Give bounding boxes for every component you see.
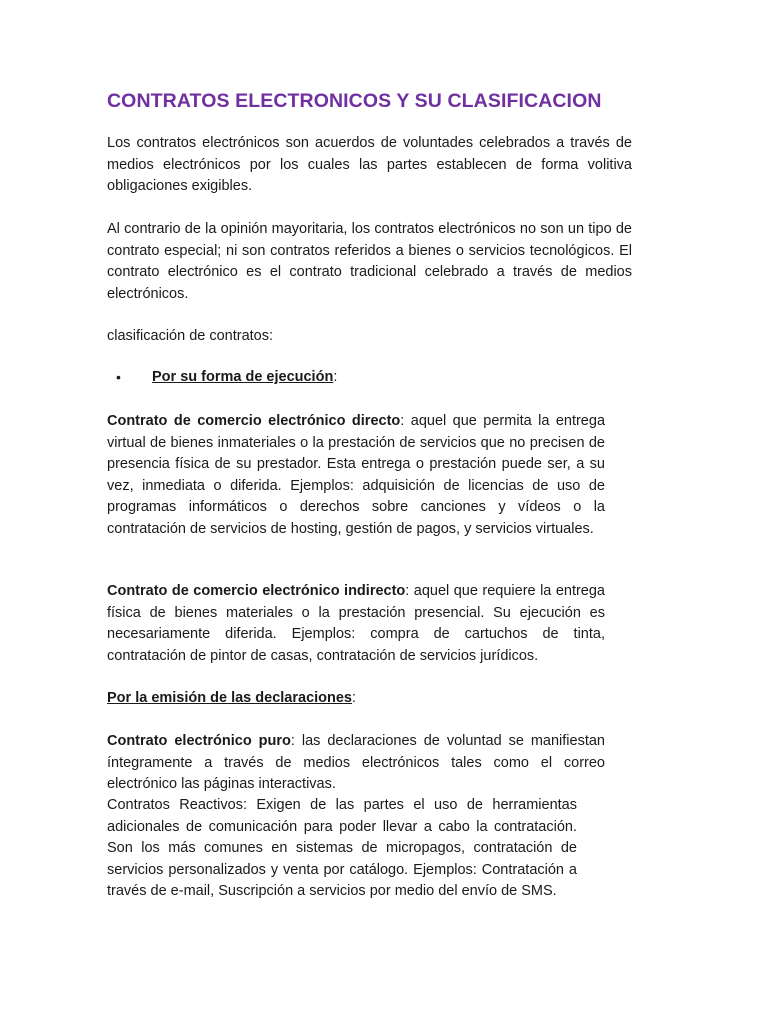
direct-contract-paragraph <box>107 411 605 540</box>
direct-contract-term: Contrato de comercio electrónico directo <box>107 413 401 429</box>
reactive-contract-paragraph: Contratos Reactivos: Exigen de las partes el uso de herramientas adicionales de comunicación para poder llevar a cabo la contratación. Son los más comunes en sistemas de micropagos, contratación de servicios personalizados y venta por catálogo. Ejemplos: Contratación a través de e-mail, Suscripción a servicios por medio del envío de SMS. <box>107 797 577 899</box>
indirect-contract-text: : aquel que requiere la entrega física de bienes materiales o la prestación presencial. Su ejecución es necesariamente diferida. Ejemplos: compra de cartuchos de tinta, contratación de pintor de casas, contratación de servicios jurídicos. <box>107 583 606 664</box>
pure-contract-text: : las declaraciones de voluntad se manifiestan íntegramente a través de medios electrónicos tales como el correo electrónico las páginas interactivas. <box>107 733 605 792</box>
direct-contract-text: : aquel que permita la entrega virtual de bienes inmateriales o la prestación de servicios que no precisen de presencia física de su prestador. Esta entrega o prestación puede ser, a su vez, inmediata o diferida. Ejemplos: adquisición de licencias de uso de programas informáticos o derechos sobre canciones y vídeos o la contratación de servicios de hosting, gestión de pagos, y servicios virtuales. <box>107 413 606 537</box>
classification-label: clasificación de contratos: <box>107 328 274 344</box>
section-heading-execution-label: Por su forma de ejecución <box>152 369 334 385</box>
section-heading-execution <box>152 367 337 389</box>
definition-paragraph: Al contrario de la opinión mayoritaria, los contratos electrónicos no son un tipo de contrato especial; ni son contratos referidos a bienes o servicios tecnológicos. El contrato electrónico es el contrato tradicional celebrado a través de medios electrónicos. <box>107 221 632 302</box>
page-title: CONTRATOS ELECTRONICOS Y SU CLASIFICACION <box>107 90 602 112</box>
indirect-contract-term: Contrato de comercio electrónico indirecto <box>107 583 406 599</box>
heading-colon: : <box>333 369 338 385</box>
pure-contract-paragraph <box>107 731 605 796</box>
bullet-icon: • <box>116 369 121 385</box>
intro-paragraph: Los contratos electrónicos son acuerdos de voluntades celebrados a través de medios electrónicos por los cuales las partes establecen de forma volitiva obligaciones exigibles. <box>107 135 632 194</box>
section-heading-declarations <box>107 688 356 710</box>
indirect-contract-paragraph <box>107 581 605 667</box>
pure-contract-term: Contrato electrónico puro <box>107 733 291 749</box>
section-heading-declarations-label: Por la emisión de las declaraciones <box>107 690 352 706</box>
heading-colon: : <box>352 690 357 706</box>
